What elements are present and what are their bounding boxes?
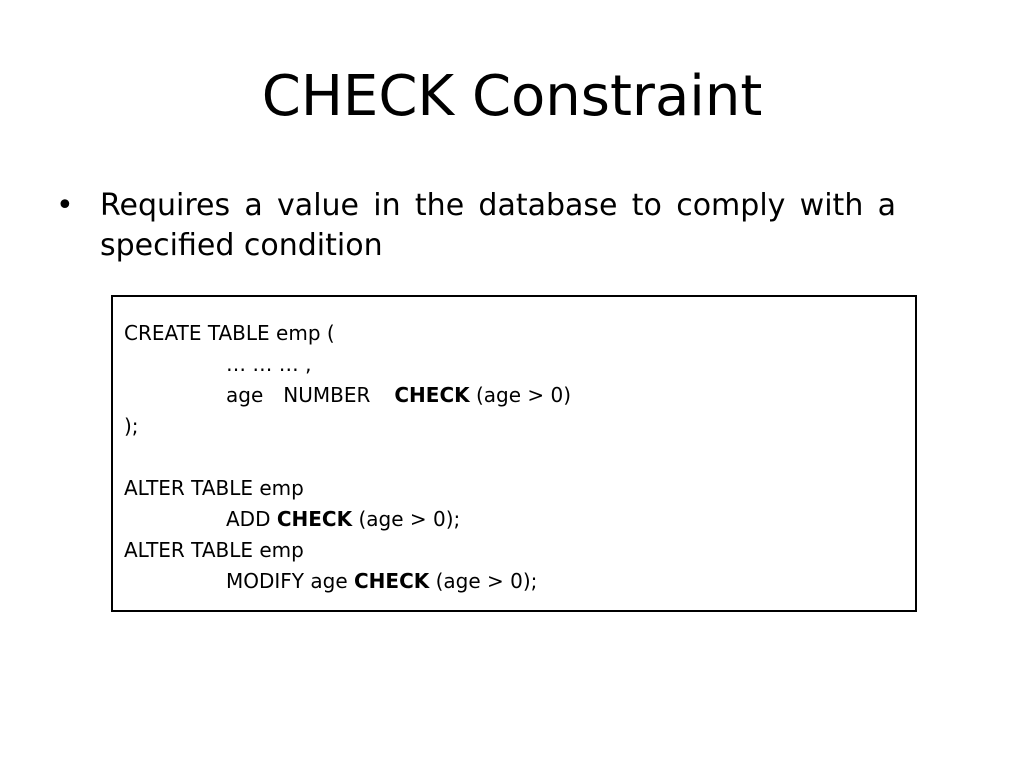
code-line-alter-1 xyxy=(124,474,304,502)
code-line-create xyxy=(124,319,335,347)
code-line-add xyxy=(124,505,460,533)
code-line-ellipsis xyxy=(124,350,311,378)
alter-table-text: ALTER TABLE emp xyxy=(124,538,304,562)
code-line-modify xyxy=(124,567,537,595)
check-keyword: CHECK xyxy=(276,507,353,531)
age-column-name: age xyxy=(226,383,264,407)
check-keyword: CHECK xyxy=(354,569,430,593)
code-line-alter-2 xyxy=(124,536,304,564)
bullet-list xyxy=(56,186,896,266)
slide-title: CHECK Constraint xyxy=(261,64,763,129)
bullet-marker: • xyxy=(56,188,74,223)
alter-table-text: ALTER TABLE emp xyxy=(124,476,304,500)
create-table-text: CREATE TABLE emp ( xyxy=(124,321,335,345)
modify-clause: MODIFY age xyxy=(226,569,348,593)
ellipsis-text: … … … , xyxy=(226,352,312,376)
check-condition: (age > 0) xyxy=(476,383,572,407)
bullet-item xyxy=(56,186,896,266)
code-line-age xyxy=(124,381,571,409)
age-column-type: NUMBER xyxy=(283,383,371,407)
code-line-close xyxy=(124,412,139,440)
check-condition: (age > 0); xyxy=(358,507,461,531)
bullet-text: Requires a value in the database to comply with a specified condition xyxy=(100,188,896,263)
close-paren-text: ); xyxy=(124,414,139,438)
check-condition: (age > 0); xyxy=(435,569,538,593)
add-keyword: ADD xyxy=(226,507,271,531)
code-box xyxy=(111,295,917,612)
check-keyword: CHECK xyxy=(394,383,470,407)
